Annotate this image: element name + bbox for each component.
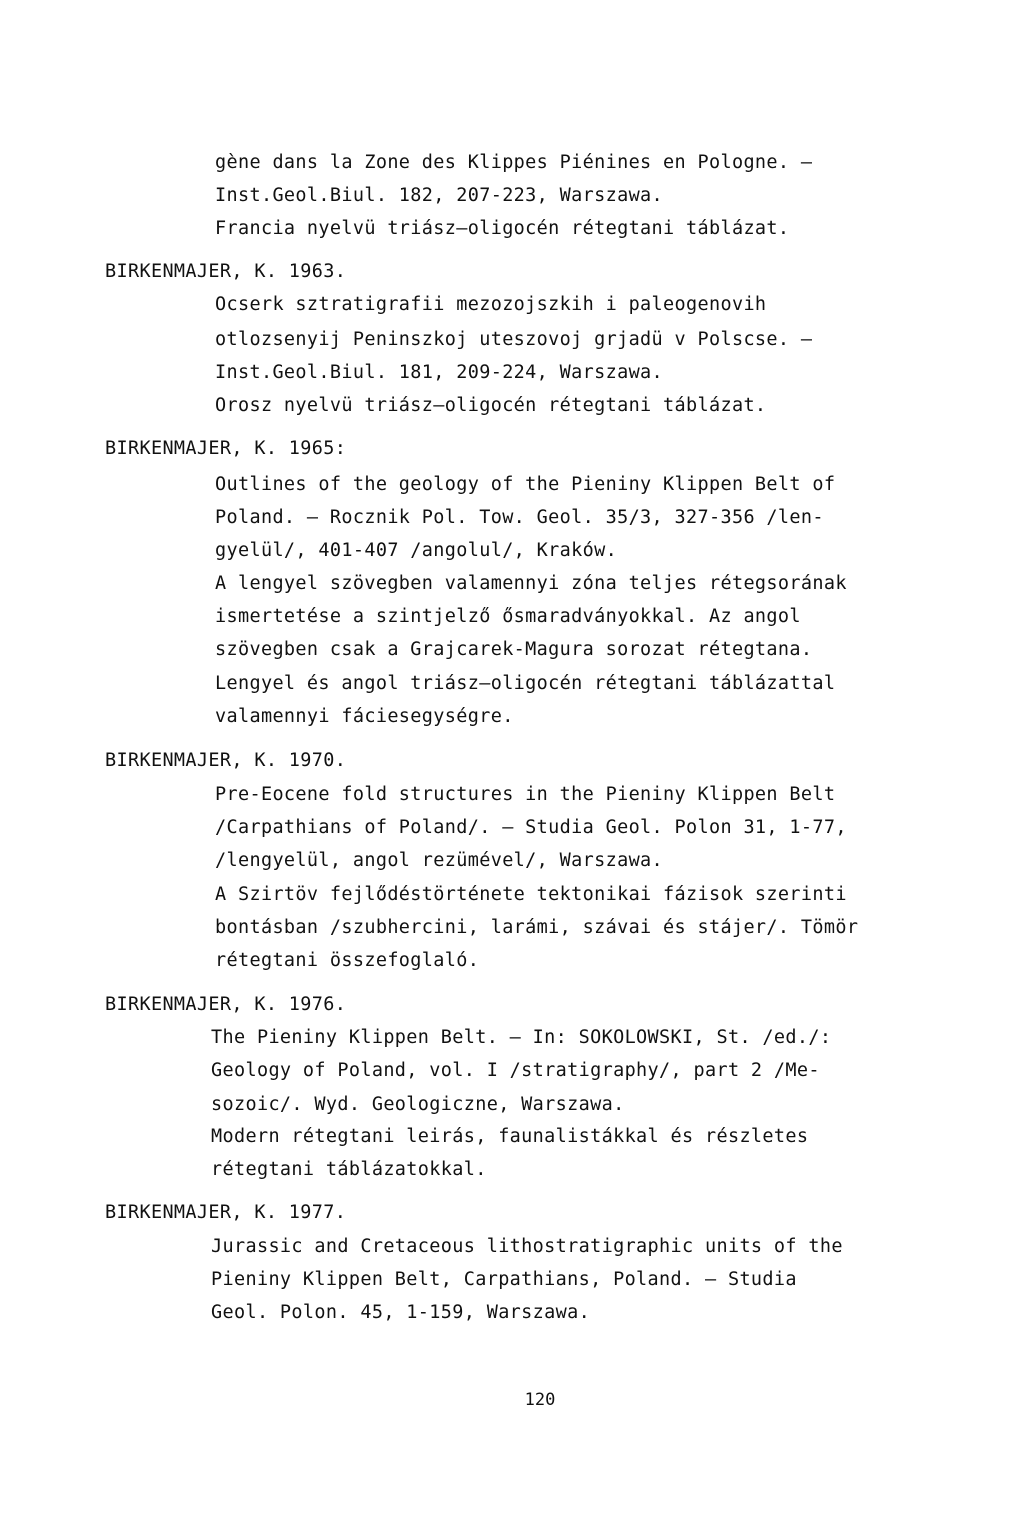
reference-author: BIRKENMAJER, K. 1977. bbox=[105, 1202, 347, 1223]
text-line: sozoic/. Wyd. Geologiczne, Warszawa. bbox=[211, 1094, 625, 1115]
text-line: Pre-Eocene fold structures in the Pieniny Klippen Belt bbox=[215, 784, 836, 805]
text-line: A lengyel szövegben valamennyi zóna teljes rétegsorának bbox=[215, 573, 847, 594]
text-line: gyelül/, 401-407 /angolul/, Kraków. bbox=[215, 540, 618, 561]
text-line: Outlines of the geology of the Pieniny Klippen Belt of bbox=[215, 474, 836, 495]
text-line: otlozsenyij Peninszkoj uteszovoj grjadü v Polscse. — bbox=[215, 329, 813, 350]
text-line: rétegtani táblázatokkal. bbox=[211, 1159, 487, 1180]
reference-author: BIRKENMAJER, K. 1963. bbox=[105, 261, 347, 282]
text-line: szövegben csak a Grajcarek-Magura sorozat rétegtana. bbox=[215, 639, 813, 660]
text-line: Geol. Polon. 45, 1-159, Warszawa. bbox=[211, 1302, 591, 1323]
text-line: Lengyel és angol triász—oligocén rétegtani táblázattal bbox=[215, 673, 836, 694]
page-number: 120 bbox=[524, 1390, 556, 1410]
text-line: /Carpathians of Poland/. — Studia Geol. Polon 31, 1-77, bbox=[215, 817, 847, 838]
text-line: A Szirtöv fejlődéstörténete tektonikai fázisok szerinti bbox=[215, 884, 847, 905]
reference-author: BIRKENMAJER, K. 1976. bbox=[105, 994, 347, 1015]
text-line: /lengyelül, angol rezümével/, Warszawa. bbox=[215, 850, 664, 871]
reference-author: BIRKENMAJER, K. 1970. bbox=[105, 750, 347, 771]
text-line: Poland. — Rocznik Pol. Tow. Geol. 35/3, 327-356 /len- bbox=[215, 507, 824, 528]
text-line: Geology of Poland, vol. I /stratigraphy/, part 2 /Me- bbox=[211, 1060, 820, 1081]
text-line: Modern rétegtani leirás, faunalistákkal és részletes bbox=[211, 1126, 809, 1147]
text-line: Inst.Geol.Biul. 182, 207-223, Warszawa. bbox=[215, 185, 664, 206]
text-line: rétegtani összefoglaló. bbox=[215, 950, 480, 971]
text-line: Jurassic and Cretaceous lithostratigraphic units of the bbox=[211, 1236, 843, 1257]
text-line: Inst.Geol.Biul. 181, 209-224, Warszawa. bbox=[215, 362, 664, 383]
reference-author: BIRKENMAJER, K. 1965: bbox=[105, 438, 347, 459]
text-line: The Pieniny Klippen Belt. — In: SOKOLOWSKI, St. /ed./: bbox=[211, 1027, 832, 1048]
text-line: Ocserk sztratigrafii mezozojszkih i paleogenovih bbox=[215, 294, 767, 315]
text-line: Francia nyelvü triász—oligocén rétegtani táblázat. bbox=[215, 218, 790, 239]
text-line: gène dans la Zone des Klippes Piénines en Pologne. — bbox=[215, 152, 813, 173]
text-line: bontásban /szubhercini, larámi, szávai és stájer/. Tömör bbox=[215, 917, 859, 938]
text-line: Pieniny Klippen Belt, Carpathians, Poland. — Studia bbox=[211, 1269, 797, 1290]
text-line: ismertetése a szintjelző ősmaradványokkal. Az angol bbox=[215, 606, 801, 627]
text-line: valamennyi fáciesegységre. bbox=[215, 706, 514, 727]
text-line: Orosz nyelvü triász—oligocén rétegtani táblázat. bbox=[215, 395, 767, 416]
